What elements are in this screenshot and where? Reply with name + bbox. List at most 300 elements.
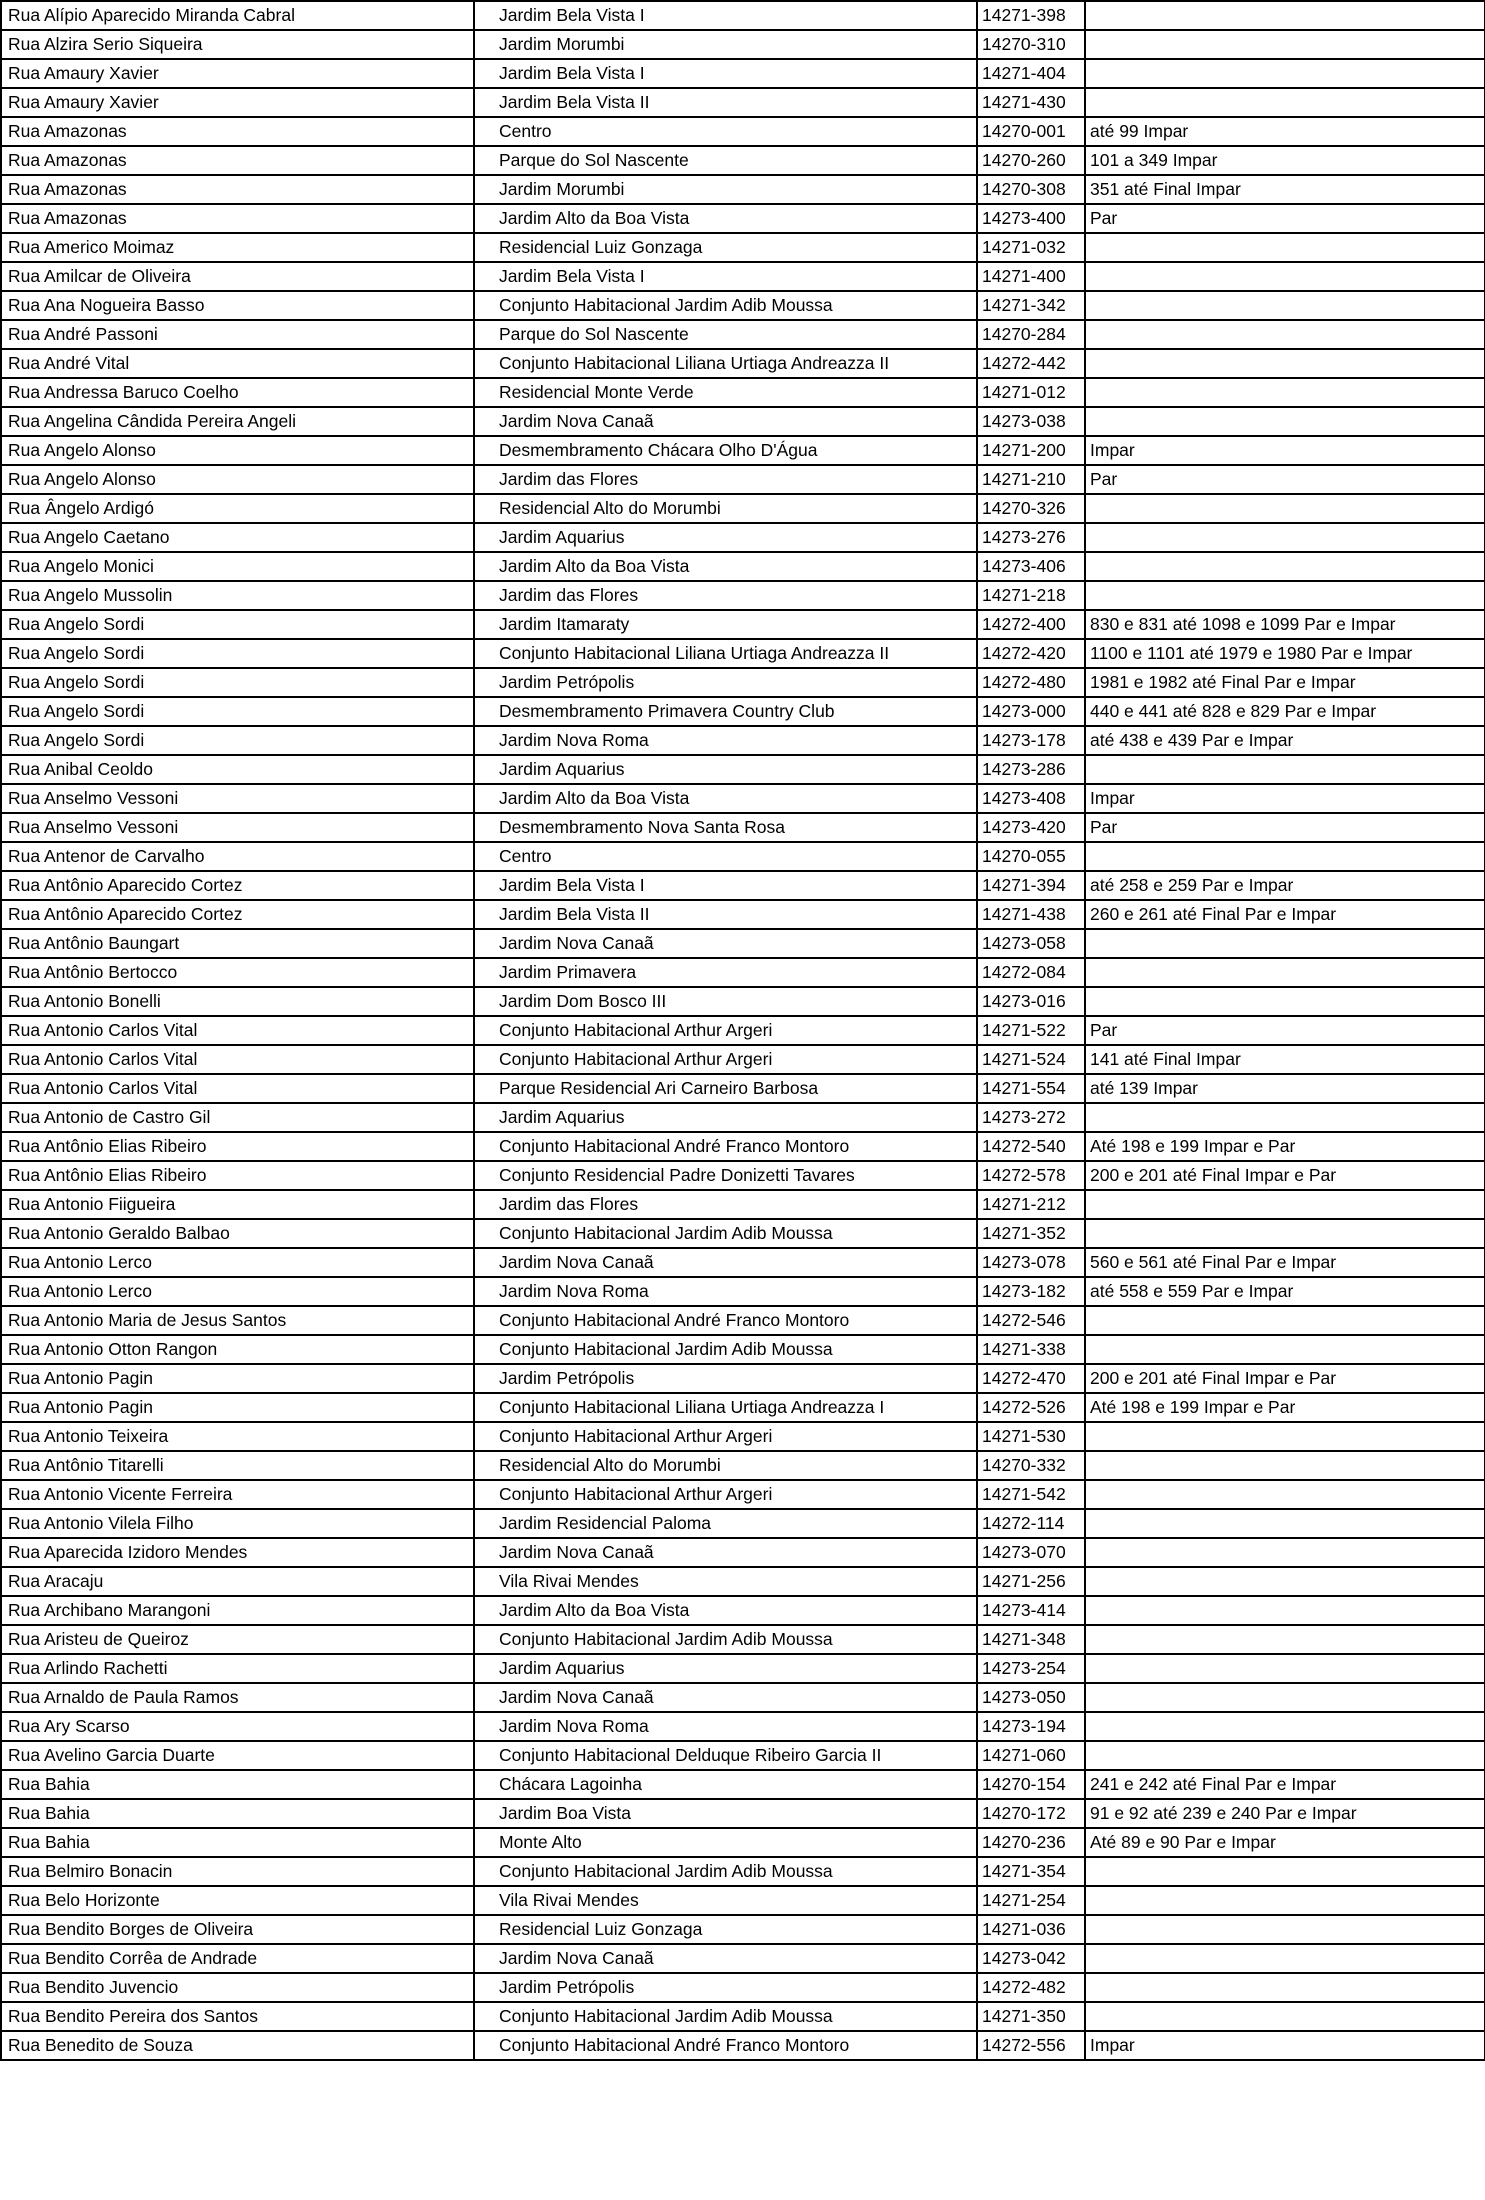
street-cell: Rua Antonio Teixeira — [1, 1422, 474, 1451]
neighborhood-cell: Jardim Petrópolis — [474, 668, 977, 697]
neighborhood-cell: Chácara Lagoinha — [474, 1770, 977, 1799]
cep-cell: 14270-284 — [977, 320, 1085, 349]
cep-cell: 14271-210 — [977, 465, 1085, 494]
cep-cell: 14271-354 — [977, 1857, 1085, 1886]
number-range-cell — [1085, 1422, 1485, 1451]
street-cell: Rua Antonio Bonelli — [1, 987, 474, 1016]
table-row — [1, 581, 1485, 610]
table-row — [1, 929, 1485, 958]
table-row — [1, 1132, 1485, 1161]
number-range-cell: Par — [1085, 1016, 1485, 1045]
neighborhood-cell: Conjunto Habitacional André Franco Montoro — [474, 1132, 977, 1161]
number-range-cell — [1085, 1103, 1485, 1132]
cep-cell: 14270-236 — [977, 1828, 1085, 1857]
neighborhood-cell: Centro — [474, 842, 977, 871]
number-range-cell — [1085, 349, 1485, 378]
street-cell: Rua Bahia — [1, 1770, 474, 1799]
neighborhood-cell: Desmembramento Primavera Country Club — [474, 697, 977, 726]
street-cell: Rua Angelo Caetano — [1, 523, 474, 552]
cep-cell: 14271-352 — [977, 1219, 1085, 1248]
table-row — [1, 987, 1485, 1016]
street-cell: Rua Benedito de Souza — [1, 2031, 474, 2060]
number-range-cell — [1085, 1683, 1485, 1712]
number-range-cell: 200 e 201 até Final Impar e Par — [1085, 1161, 1485, 1190]
neighborhood-cell: Jardim das Flores — [474, 465, 977, 494]
cep-cell: 14271-338 — [977, 1335, 1085, 1364]
neighborhood-cell: Jardim Alto da Boa Vista — [474, 552, 977, 581]
number-range-cell: 200 e 201 até Final Impar e Par — [1085, 1364, 1485, 1393]
cep-cell: 14271-394 — [977, 871, 1085, 900]
number-range-cell — [1085, 1451, 1485, 1480]
table-row — [1, 523, 1485, 552]
street-cell: Rua Alípio Aparecido Miranda Cabral — [1, 1, 474, 30]
neighborhood-cell: Jardim Bela Vista I — [474, 871, 977, 900]
number-range-cell: 830 e 831 até 1098 e 1099 Par e Impar — [1085, 610, 1485, 639]
neighborhood-cell: Jardim Aquarius — [474, 1654, 977, 1683]
neighborhood-cell: Conjunto Habitacional Jardim Adib Moussa — [474, 2002, 977, 2031]
address-table-body — [1, 1, 1485, 2060]
number-range-cell — [1085, 1538, 1485, 1567]
cep-cell: 14272-526 — [977, 1393, 1085, 1422]
neighborhood-cell: Jardim Petrópolis — [474, 1973, 977, 2002]
cep-cell: 14270-326 — [977, 494, 1085, 523]
neighborhood-cell: Jardim Bela Vista I — [474, 1, 977, 30]
cep-cell: 14272-480 — [977, 668, 1085, 697]
street-cell: Rua Amaury Xavier — [1, 88, 474, 117]
table-row — [1, 233, 1485, 262]
neighborhood-cell: Conjunto Habitacional André Franco Montoro — [474, 1306, 977, 1335]
number-range-cell: 351 até Final Impar — [1085, 175, 1485, 204]
cep-cell: 14270-260 — [977, 146, 1085, 175]
cep-cell: 14271-218 — [977, 581, 1085, 610]
cep-cell: 14271-398 — [977, 1, 1085, 30]
cep-cell: 14272-084 — [977, 958, 1085, 987]
street-cell: Rua Antenor de Carvalho — [1, 842, 474, 871]
table-row — [1, 1016, 1485, 1045]
number-range-cell: Par — [1085, 813, 1485, 842]
table-row — [1, 378, 1485, 407]
street-cell: Rua Archibano Marangoni — [1, 1596, 474, 1625]
cep-cell: 14271-530 — [977, 1422, 1085, 1451]
number-range-cell: Impar — [1085, 784, 1485, 813]
table-row — [1, 1509, 1485, 1538]
cep-cell: 14271-342 — [977, 291, 1085, 320]
neighborhood-cell: Jardim Bela Vista I — [474, 262, 977, 291]
street-cell: Rua Antonio Maria de Jesus Santos — [1, 1306, 474, 1335]
number-range-cell — [1085, 1712, 1485, 1741]
cep-cell: 14271-438 — [977, 900, 1085, 929]
table-row — [1, 1480, 1485, 1509]
cep-cell: 14271-256 — [977, 1567, 1085, 1596]
number-range-cell — [1085, 30, 1485, 59]
number-range-cell — [1085, 1509, 1485, 1538]
number-range-cell: 91 e 92 até 239 e 240 Par e Impar — [1085, 1799, 1485, 1828]
number-range-cell — [1085, 1944, 1485, 1973]
neighborhood-cell: Conjunto Habitacional Jardim Adib Moussa — [474, 1335, 977, 1364]
neighborhood-cell: Jardim Alto da Boa Vista — [474, 784, 977, 813]
neighborhood-cell: Conjunto Habitacional Liliana Urtiaga Andreazza II — [474, 349, 977, 378]
number-range-cell — [1085, 842, 1485, 871]
table-row — [1, 291, 1485, 320]
street-cell: Rua Anibal Ceoldo — [1, 755, 474, 784]
street-cell: Rua Amazonas — [1, 146, 474, 175]
number-range-cell — [1085, 1915, 1485, 1944]
cep-cell: 14273-016 — [977, 987, 1085, 1016]
table-row — [1, 697, 1485, 726]
table-row — [1, 1741, 1485, 1770]
street-cell: Rua André Passoni — [1, 320, 474, 349]
neighborhood-cell: Conjunto Habitacional Arthur Argeri — [474, 1045, 977, 1074]
table-row — [1, 1712, 1485, 1741]
street-cell: Rua Aracaju — [1, 1567, 474, 1596]
table-row — [1, 726, 1485, 755]
street-cell: Rua Angelina Cândida Pereira Angeli — [1, 407, 474, 436]
neighborhood-cell: Conjunto Habitacional Jardim Adib Moussa — [474, 1625, 977, 1654]
table-row — [1, 1799, 1485, 1828]
street-cell: Rua Angelo Sordi — [1, 697, 474, 726]
neighborhood-cell: Jardim Morumbi — [474, 175, 977, 204]
table-row — [1, 1451, 1485, 1480]
number-range-cell — [1085, 1654, 1485, 1683]
cep-cell: 14271-542 — [977, 1480, 1085, 1509]
number-range-cell — [1085, 1306, 1485, 1335]
neighborhood-cell: Conjunto Habitacional Jardim Adib Moussa — [474, 1219, 977, 1248]
number-range-cell — [1085, 1, 1485, 30]
table-row — [1, 1422, 1485, 1451]
neighborhood-cell: Conjunto Habitacional Liliana Urtiaga Andreazza I — [474, 1393, 977, 1422]
cep-cell: 14271-554 — [977, 1074, 1085, 1103]
neighborhood-cell: Conjunto Habitacional Liliana Urtiaga Andreazza II — [474, 639, 977, 668]
table-row — [1, 1393, 1485, 1422]
street-cell: Rua Antonio Lerco — [1, 1248, 474, 1277]
table-row — [1, 610, 1485, 639]
neighborhood-cell: Jardim Boa Vista — [474, 1799, 977, 1828]
cep-cell: 14273-050 — [977, 1683, 1085, 1712]
table-row — [1, 813, 1485, 842]
street-cell: Rua Antônio Baungart — [1, 929, 474, 958]
street-cell: Rua Amaury Xavier — [1, 59, 474, 88]
table-row — [1, 1045, 1485, 1074]
neighborhood-cell: Jardim Aquarius — [474, 1103, 977, 1132]
street-cell: Rua Angelo Alonso — [1, 436, 474, 465]
cep-cell: 14270-172 — [977, 1799, 1085, 1828]
cep-cell: 14273-070 — [977, 1538, 1085, 1567]
table-row — [1, 1219, 1485, 1248]
street-cell: Rua Angelo Alonso — [1, 465, 474, 494]
table-row — [1, 2002, 1485, 2031]
street-cell: Rua Antônio Bertocco — [1, 958, 474, 987]
table-row — [1, 349, 1485, 378]
table-row — [1, 1074, 1485, 1103]
street-cell: Rua Bendito Juvencio — [1, 1973, 474, 2002]
table-row — [1, 1277, 1485, 1306]
neighborhood-cell: Residencial Monte Verde — [474, 378, 977, 407]
neighborhood-cell: Jardim Morumbi — [474, 30, 977, 59]
street-cell: Rua Antonio Carlos Vital — [1, 1045, 474, 1074]
neighborhood-cell: Jardim Nova Roma — [474, 1712, 977, 1741]
number-range-cell — [1085, 262, 1485, 291]
table-row — [1, 175, 1485, 204]
cep-cell: 14273-420 — [977, 813, 1085, 842]
street-cell: Rua Bendito Borges de Oliveira — [1, 1915, 474, 1944]
street-cell: Rua Bahia — [1, 1799, 474, 1828]
table-row — [1, 320, 1485, 349]
number-range-cell — [1085, 378, 1485, 407]
cep-cell: 14272-578 — [977, 1161, 1085, 1190]
neighborhood-cell: Vila Rivai Mendes — [474, 1567, 977, 1596]
neighborhood-cell: Jardim Nova Canaã — [474, 1538, 977, 1567]
table-row — [1, 1306, 1485, 1335]
table-row — [1, 117, 1485, 146]
cep-cell: 14273-406 — [977, 552, 1085, 581]
neighborhood-cell: Jardim das Flores — [474, 1190, 977, 1219]
cep-cell: 14270-310 — [977, 30, 1085, 59]
neighborhood-cell: Conjunto Habitacional Jardim Adib Moussa — [474, 1857, 977, 1886]
table-row — [1, 407, 1485, 436]
cep-cell: 14271-400 — [977, 262, 1085, 291]
table-row — [1, 1161, 1485, 1190]
cep-cell: 14271-350 — [977, 2002, 1085, 2031]
street-cell: Rua Arlindo Rachetti — [1, 1654, 474, 1683]
table-row — [1, 552, 1485, 581]
table-row — [1, 958, 1485, 987]
cep-cell: 14273-058 — [977, 929, 1085, 958]
neighborhood-cell: Jardim Nova Canaã — [474, 407, 977, 436]
table-row — [1, 436, 1485, 465]
number-range-cell: 260 e 261 até Final Par e Impar — [1085, 900, 1485, 929]
table-row — [1, 465, 1485, 494]
number-range-cell: Impar — [1085, 2031, 1485, 2060]
table-row — [1, 668, 1485, 697]
table-row — [1, 146, 1485, 175]
cep-cell: 14270-055 — [977, 842, 1085, 871]
street-cell: Rua Belmiro Bonacin — [1, 1857, 474, 1886]
table-row — [1, 59, 1485, 88]
number-range-cell — [1085, 291, 1485, 320]
number-range-cell — [1085, 494, 1485, 523]
neighborhood-cell: Jardim Itamaraty — [474, 610, 977, 639]
neighborhood-cell: Conjunto Habitacional Jardim Adib Moussa — [474, 291, 977, 320]
street-cell: Rua Angelo Monici — [1, 552, 474, 581]
table-row — [1, 204, 1485, 233]
street-cell: Rua Antonio Carlos Vital — [1, 1016, 474, 1045]
number-range-cell: até 558 e 559 Par e Impar — [1085, 1277, 1485, 1306]
table-row — [1, 1828, 1485, 1857]
neighborhood-cell: Jardim Nova Roma — [474, 1277, 977, 1306]
neighborhood-cell: Centro — [474, 117, 977, 146]
street-cell: Rua Anselmo Vessoni — [1, 813, 474, 842]
cep-cell: 14271-032 — [977, 233, 1085, 262]
table-row — [1, 262, 1485, 291]
number-range-cell: até 139 Impar — [1085, 1074, 1485, 1103]
table-row — [1, 88, 1485, 117]
cep-cell: 14271-522 — [977, 1016, 1085, 1045]
number-range-cell — [1085, 1973, 1485, 2002]
cep-cell: 14273-254 — [977, 1654, 1085, 1683]
number-range-cell — [1085, 1219, 1485, 1248]
table-row — [1, 1103, 1485, 1132]
number-range-cell: até 99 Impar — [1085, 117, 1485, 146]
cep-cell: 14272-540 — [977, 1132, 1085, 1161]
neighborhood-cell: Jardim Nova Canaã — [474, 929, 977, 958]
table-row — [1, 1596, 1485, 1625]
street-cell: Rua Angelo Mussolin — [1, 581, 474, 610]
cep-cell: 14271-200 — [977, 436, 1085, 465]
street-cell: Rua Anselmo Vessoni — [1, 784, 474, 813]
street-cell: Rua Antônio Elias Ribeiro — [1, 1161, 474, 1190]
cep-cell: 14272-114 — [977, 1509, 1085, 1538]
neighborhood-cell: Vila Rivai Mendes — [474, 1886, 977, 1915]
neighborhood-cell: Jardim Nova Canaã — [474, 1944, 977, 1973]
neighborhood-cell: Jardim Nova Canaã — [474, 1248, 977, 1277]
street-cell: Rua Antonio Vilela Filho — [1, 1509, 474, 1538]
street-cell: Rua Antonio de Castro Gil — [1, 1103, 474, 1132]
street-cell: Rua Amilcar de Oliveira — [1, 262, 474, 291]
street-cell: Rua Bahia — [1, 1828, 474, 1857]
street-cell: Rua Bendito Pereira dos Santos — [1, 2002, 474, 2031]
number-range-cell — [1085, 1480, 1485, 1509]
street-cell: Rua Antônio Titarelli — [1, 1451, 474, 1480]
neighborhood-cell: Residencial Luiz Gonzaga — [474, 233, 977, 262]
street-cell: Rua Antonio Fiigueira — [1, 1190, 474, 1219]
number-range-cell — [1085, 2002, 1485, 2031]
number-range-cell — [1085, 1857, 1485, 1886]
number-range-cell: Até 89 e 90 Par e Impar — [1085, 1828, 1485, 1857]
neighborhood-cell: Jardim Nova Roma — [474, 726, 977, 755]
number-range-cell — [1085, 958, 1485, 987]
number-range-cell — [1085, 581, 1485, 610]
street-cell: Rua Antônio Aparecido Cortez — [1, 900, 474, 929]
table-row — [1, 1248, 1485, 1277]
street-cell: Rua Antonio Pagin — [1, 1393, 474, 1422]
neighborhood-cell: Jardim Alto da Boa Vista — [474, 204, 977, 233]
cep-cell: 14273-276 — [977, 523, 1085, 552]
number-range-cell — [1085, 1190, 1485, 1219]
table-row — [1, 1770, 1485, 1799]
neighborhood-cell: Jardim Aquarius — [474, 523, 977, 552]
table-row — [1, 1915, 1485, 1944]
cep-cell: 14273-178 — [977, 726, 1085, 755]
cep-cell: 14273-408 — [977, 784, 1085, 813]
table-row — [1, 1857, 1485, 1886]
neighborhood-cell: Desmembramento Chácara Olho D'Água — [474, 436, 977, 465]
number-range-cell — [1085, 233, 1485, 262]
street-cell: Rua Angelo Sordi — [1, 726, 474, 755]
number-range-cell — [1085, 1625, 1485, 1654]
table-row — [1, 1944, 1485, 1973]
street-cell: Rua Antonio Lerco — [1, 1277, 474, 1306]
street-cell: Rua Avelino Garcia Duarte — [1, 1741, 474, 1770]
cep-cell: 14273-414 — [977, 1596, 1085, 1625]
number-range-cell — [1085, 1886, 1485, 1915]
number-range-cell: 1981 e 1982 até Final Par e Impar — [1085, 668, 1485, 697]
street-cell: Rua Ana Nogueira Basso — [1, 291, 474, 320]
neighborhood-cell: Desmembramento Nova Santa Rosa — [474, 813, 977, 842]
neighborhood-cell: Jardim Residencial Paloma — [474, 1509, 977, 1538]
cep-cell: 14273-038 — [977, 407, 1085, 436]
number-range-cell — [1085, 755, 1485, 784]
cep-cell: 14273-182 — [977, 1277, 1085, 1306]
table-row — [1, 1190, 1485, 1219]
street-cell: Rua Amazonas — [1, 117, 474, 146]
number-range-cell: Até 198 e 199 Impar e Par — [1085, 1393, 1485, 1422]
neighborhood-cell: Jardim Alto da Boa Vista — [474, 1596, 977, 1625]
table-row — [1, 842, 1485, 871]
cep-cell: 14273-078 — [977, 1248, 1085, 1277]
number-range-cell: Até 198 e 199 Impar e Par — [1085, 1132, 1485, 1161]
table-row — [1, 1886, 1485, 1915]
neighborhood-cell: Residencial Alto do Morumbi — [474, 1451, 977, 1480]
street-cell: Rua Antonio Vicente Ferreira — [1, 1480, 474, 1509]
neighborhood-cell: Jardim Primavera — [474, 958, 977, 987]
neighborhood-cell: Jardim das Flores — [474, 581, 977, 610]
table-row — [1, 871, 1485, 900]
cep-cell: 14273-000 — [977, 697, 1085, 726]
neighborhood-cell: Jardim Dom Bosco III — [474, 987, 977, 1016]
cep-cell: 14271-036 — [977, 1915, 1085, 1944]
cep-cell: 14272-420 — [977, 639, 1085, 668]
street-cell: Rua Antonio Pagin — [1, 1364, 474, 1393]
cep-cell: 14271-348 — [977, 1625, 1085, 1654]
number-range-cell — [1085, 59, 1485, 88]
neighborhood-cell: Jardim Bela Vista II — [474, 900, 977, 929]
street-cell: Rua Amazonas — [1, 204, 474, 233]
street-cell: Rua Antonio Carlos Vital — [1, 1074, 474, 1103]
cep-cell: 14271-254 — [977, 1886, 1085, 1915]
number-range-cell: 141 até Final Impar — [1085, 1045, 1485, 1074]
table-row — [1, 1654, 1485, 1683]
street-cell: Rua Antonio Geraldo Balbao — [1, 1219, 474, 1248]
street-cell: Rua Belo Horizonte — [1, 1886, 474, 1915]
street-cell: Rua Antônio Elias Ribeiro — [1, 1132, 474, 1161]
neighborhood-cell: Jardim Aquarius — [474, 755, 977, 784]
cep-cell: 14271-524 — [977, 1045, 1085, 1074]
cep-cell: 14270-308 — [977, 175, 1085, 204]
number-range-cell: Par — [1085, 465, 1485, 494]
cep-cell: 14272-470 — [977, 1364, 1085, 1393]
number-range-cell — [1085, 1567, 1485, 1596]
table-row — [1, 1364, 1485, 1393]
number-range-cell — [1085, 1335, 1485, 1364]
table-row — [1, 755, 1485, 784]
number-range-cell: até 438 e 439 Par e Impar — [1085, 726, 1485, 755]
number-range-cell — [1085, 929, 1485, 958]
cep-cell: 14270-332 — [977, 1451, 1085, 1480]
street-cell: Rua Bendito Corrêa de Andrade — [1, 1944, 474, 1973]
street-cell: Rua Aristeu de Queiroz — [1, 1625, 474, 1654]
cep-cell: 14273-042 — [977, 1944, 1085, 1973]
cep-cell: 14270-001 — [977, 117, 1085, 146]
table-row — [1, 1538, 1485, 1567]
street-cell: Rua André Vital — [1, 349, 474, 378]
neighborhood-cell: Jardim Petrópolis — [474, 1364, 977, 1393]
number-range-cell: Impar — [1085, 436, 1485, 465]
street-cell: Rua Antonio Otton Rangon — [1, 1335, 474, 1364]
neighborhood-cell: Jardim Bela Vista II — [474, 88, 977, 117]
cep-cell: 14272-482 — [977, 1973, 1085, 2002]
street-cell: Rua Angelo Sordi — [1, 610, 474, 639]
number-range-cell — [1085, 88, 1485, 117]
street-cell: Rua Aparecida Izidoro Mendes — [1, 1538, 474, 1567]
street-cell: Rua Arnaldo de Paula Ramos — [1, 1683, 474, 1712]
number-range-cell — [1085, 987, 1485, 1016]
number-range-cell: Par — [1085, 204, 1485, 233]
number-range-cell — [1085, 407, 1485, 436]
number-range-cell: 1100 e 1101 até 1979 e 1980 Par e Impar — [1085, 639, 1485, 668]
table-row — [1, 1973, 1485, 2002]
table-row — [1, 1683, 1485, 1712]
street-cell: Rua Amazonas — [1, 175, 474, 204]
